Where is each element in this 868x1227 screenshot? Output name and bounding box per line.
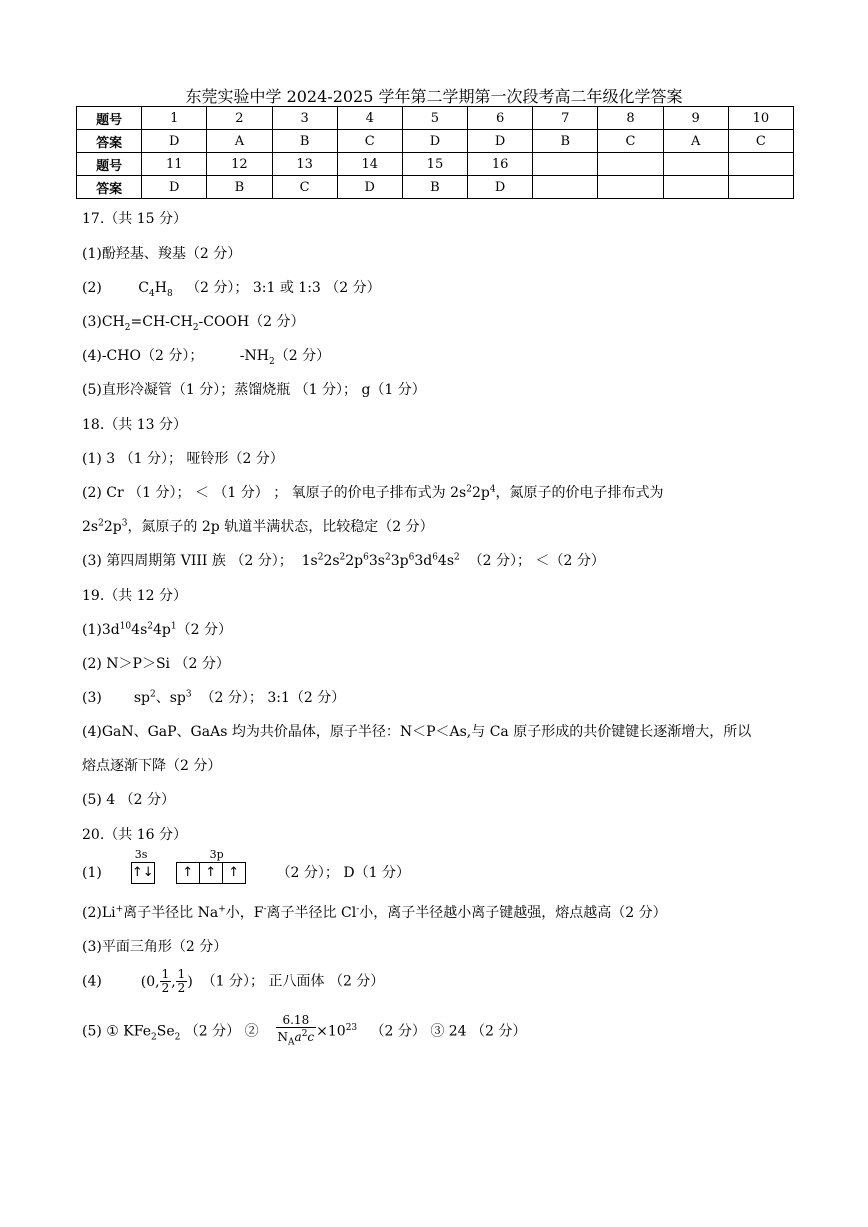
table-header-cell: 题号 [77, 107, 142, 130]
table-row [77, 130, 794, 153]
answer-cell: B [402, 176, 467, 199]
answer-cell [728, 176, 793, 199]
q19-heading: 19.（共 12 分） [82, 588, 187, 604]
question-number-cell [663, 153, 728, 176]
q20-part3: (3)平面三角形（2 分） [82, 939, 228, 955]
question-number-cell [598, 153, 663, 176]
question-number-cell: 15 [402, 153, 467, 176]
question-number-cell: 12 [207, 153, 272, 176]
question-number-cell: 2 [207, 107, 272, 130]
question-number-cell: 11 [142, 153, 207, 176]
answer-table [76, 106, 794, 199]
question-number-cell: 1 [142, 107, 207, 130]
answer-cell: C [598, 130, 663, 153]
question-number-cell: 6 [468, 107, 533, 130]
question-number-cell: 5 [402, 107, 467, 130]
orbital-diagram-3s [131, 848, 155, 884]
question-number-cell: 3 [272, 107, 337, 130]
part-text: （2 分） ③ 24 （2 分） [370, 1023, 527, 1040]
q20-part4 [82, 968, 384, 995]
page-title: 东莞实验中学 2024-2025 学年第二学期第一次段考高二年级化学答案 [185, 87, 683, 106]
q17-part5: (5)直形冷凝管（1 分）；蒸馏烧瓶 （1 分）； g（1 分） [82, 382, 426, 398]
part-text: 小，离子半径越小离子键越强，熔点越高（2 分） [359, 905, 667, 921]
answer-cell [663, 176, 728, 199]
q18-part1: (1) 3 （1 分）； 哑铃形（2 分） [82, 451, 284, 467]
orbital-box: ↑↓ [131, 862, 155, 884]
q20-part1 [82, 848, 410, 884]
part-text: （2 分）； 3:1 或 1:3 （2 分） [186, 280, 381, 296]
part-text: (4)-CHO（2 分）； [82, 348, 204, 364]
question-number-cell [728, 153, 793, 176]
answer-cell: B [533, 130, 598, 153]
q17-part2: (2) $C_4H_8$ （2 分）； 3:1 或 1:3 （2 分） [82, 280, 381, 299]
q18-part3: (3) 第四周期第 VIII 族 （2 分）； $1s^22s^22p^63s^23p^63d^64s^2$ （2 分）； ＜（2 分） [82, 552, 605, 569]
orbital-box: ↑ [200, 862, 223, 884]
table-row [77, 176, 794, 199]
part-label: (4) [82, 973, 102, 990]
part-text: （2 分）； 3:1（2 分） [200, 690, 346, 706]
answer-cell: C [337, 130, 402, 153]
question-number-cell: 7 [533, 107, 598, 130]
part-text: （2 分） [249, 314, 305, 330]
answer-cell: A [663, 130, 728, 153]
q19-part2: (2) N＞P＞Si （2 分） [82, 656, 230, 672]
part-text: （2 分）； D（1 分） [276, 865, 410, 881]
part-text: (3) 第四周期第 VIII 族 （2 分）； [82, 553, 293, 569]
part-text: （1 分）； 正八面体 （2 分） [201, 973, 385, 990]
question-number-cell: 4 [337, 107, 402, 130]
answer-cell: D [402, 130, 467, 153]
q20-heading: 20.（共 16 分） [82, 827, 187, 843]
q17-part3: $(3)CH_2=CH-CH_2-COOH(2$ 分） [82, 314, 305, 333]
density-formula: $\frac{6.18}{N_Aa^2c}$ [277, 1013, 315, 1048]
answer-cell: B [207, 176, 272, 199]
orbital-box: ↑ [176, 862, 200, 884]
orbital-diagram-3p [176, 848, 246, 884]
q19-part4-cont: 熔点逐渐下降（2 分） [82, 758, 222, 774]
question-number-cell: 8 [598, 107, 663, 130]
q19-part1: $(1)3d^{10}4s^24p^1(2$ 分） [82, 621, 232, 638]
answer-cell: B [272, 130, 337, 153]
q18-heading: 18.（共 13 分） [82, 417, 187, 433]
question-number-cell [533, 153, 598, 176]
q20-part2: (2)Li+离子半径比 Na+小，F-离子半径比 Cl-小，离子半径越小离子键越强，熔点越高（2 分） [82, 904, 667, 921]
orbital-label: 3p [209, 848, 224, 861]
question-number-cell: 16 [468, 153, 533, 176]
q18-part2: (2) Cr （1 分）； ＜ （1 分） ； 氧原子的价电子排布式为 $2s^22p^4$，氮原子的价电子排布式为 [82, 484, 664, 501]
part-text: （2 分） [176, 622, 232, 638]
answer-cell: D [468, 176, 533, 199]
part-text: 离子半径比 [266, 905, 341, 921]
part-text: （2 分） [274, 348, 331, 364]
answer-cell [598, 176, 663, 199]
table-row [77, 107, 794, 130]
question-number-cell: 9 [663, 107, 728, 130]
q19-part4: (4)GaN、GaP、GaAs 均为共价晶体，原子半径：N＜P＜As,与 Ca 原子形成的共价键键长逐渐增大，所以 [82, 724, 752, 740]
q19-part5: (5) 4 （2 分） [82, 792, 175, 808]
table-row [77, 153, 794, 176]
q17-heading: 17.（共 15 分） [82, 211, 187, 227]
part-text: （2 分） ② [180, 1023, 259, 1040]
part-text: 小， [225, 905, 254, 921]
question-number-cell: 13 [272, 153, 337, 176]
answer-cell: D [468, 130, 533, 153]
table-header-cell: 题号 [77, 153, 142, 176]
part-text: ，氮原子的 2p 轨道半满状态，比较稳定（2 分） [127, 519, 434, 535]
part-text: (5) ① [82, 1023, 124, 1040]
answer-cell: D [142, 176, 207, 199]
answer-cell: D [337, 176, 402, 199]
answer-cell: C [272, 176, 337, 199]
part-label: (1) [82, 865, 102, 881]
question-number-cell: 10 [728, 107, 793, 130]
part-label: (2) [82, 280, 102, 296]
answer-cell [533, 176, 598, 199]
table-header-cell: 答案 [77, 130, 142, 153]
q18-part2-cont: $2s^22p^3$，氮原子的 2p 轨道半满状态，比较稳定（2 分） [82, 518, 434, 535]
coordinate-value: (0, $\frac{1}{2}$ , $\frac{1}{2}$ ) [140, 967, 193, 995]
q17-part1: (1)酚羟基、羧基（2 分） [82, 246, 242, 262]
part-text: ，氮原子的价电子排布式为 [495, 485, 664, 501]
orbital-box: ↑ [223, 862, 246, 884]
question-number-cell: 14 [337, 153, 402, 176]
part-text: (2) Cr （1 分）； ＜ （1 分） ； 氧原子的价电子排布式为 [82, 485, 451, 501]
answer-cell: D [142, 130, 207, 153]
q17-part4: (4)-CHO（2 分）； $-NH_2(2$ 分） [82, 348, 331, 367]
answer-cell: A [207, 130, 272, 153]
part-text: 离子半径比 [123, 905, 198, 921]
q19-part3: (3) $sp^2$、$sp^3$ （2 分）； 3:1（2 分） [82, 689, 346, 706]
orbital-label: 3s [134, 848, 148, 861]
answer-cell: C [728, 130, 793, 153]
q20-part5: (5) ① $KFe_2Se_2$ （2 分） ② $\frac{6.18}{N_Aa^2c}$ $\times 10^{23}$ （2 分） ③ 24 （2 分） [82, 1013, 527, 1048]
part-text: （2 分）； ＜（2 分） [468, 553, 605, 569]
table-header-cell: 答案 [77, 176, 142, 199]
